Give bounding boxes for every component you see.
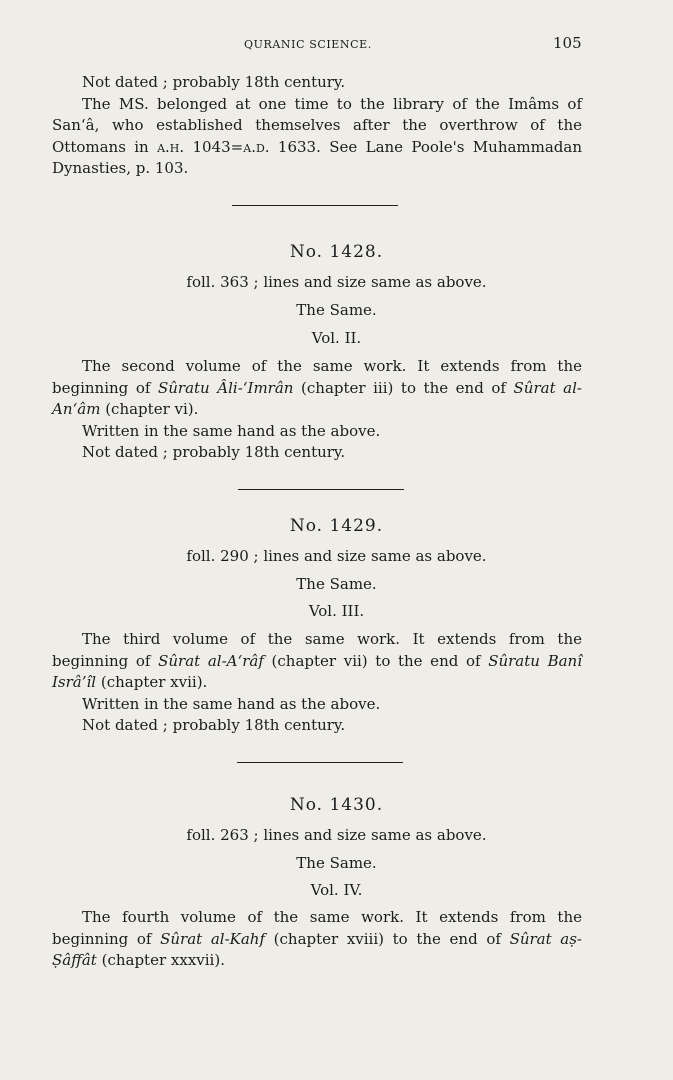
entry-number: No. 1429. — [289, 516, 384, 536]
entry-volume: Vol. II. — [311, 329, 362, 347]
opening-provenance-paragraph: The MS. belonged at one time to the library of the Imâms of San‘â, who established themselves after the overthrow of the Ottomans in a.h. 1043=a.d. 1633. See Lane Poole's Muhammadan Dynasties, p. 103. — [52, 94, 583, 177]
entry-folio-line: foll. 263 ; lines and size same as above. — [186, 826, 487, 844]
entry-volume: Vol. IV. — [310, 881, 363, 899]
section-divider — [238, 489, 404, 490]
opening-text — [52, 72, 582, 180]
entry-number: No. 1430. — [289, 795, 384, 815]
opening-dated-line: Not dated ; probably 18th century. — [82, 73, 346, 91]
entry-description: The fourth volume of the same work. It extends from the beginning of Sûrat al-Kahf (chapter xviii) to the end of Sûrat aṣ-Ṣâffât (chapter xxxvii). — [52, 908, 582, 969]
entry-hand-note: Written in the same hand as the above. — [82, 694, 381, 713]
entry-number: No. 1428. — [289, 242, 384, 262]
entry-dated-note: Not dated ; probably 18th century. — [82, 443, 346, 461]
entry-description-block — [52, 907, 582, 972]
entry-description-block — [52, 629, 582, 737]
entry-volume: Vol. III. — [308, 602, 365, 620]
entry-hand-note: Written in the same hand as the above. — [82, 421, 381, 440]
running-header — [0, 34, 673, 58]
entry-description: The second volume of the same work. It extends from the beginning of Sûratu Âli-‘Imrân (chapter iii) to the end of Sûrat al-An‘âm (chapter vi). — [52, 357, 582, 418]
page-number: 105 — [553, 34, 582, 52]
entry-title: The Same. — [296, 575, 377, 593]
section-divider — [232, 205, 398, 206]
entry-description: The third volume of the same work. It extends from the beginning of Sûrat al-A‘râf (chapter vii) to the end of Sûratu Banî Isrâ’îl (chapter xvii). — [52, 630, 582, 691]
section-divider — [237, 762, 403, 763]
running-title: QURANIC SCIENCE. — [244, 38, 372, 51]
entry-folio-line: foll. 363 ; lines and size same as above. — [186, 273, 487, 291]
entry-title: The Same. — [296, 301, 377, 319]
entry-dated-note: Not dated ; probably 18th century. — [82, 716, 346, 734]
entry-folio-line: foll. 290 ; lines and size same as above. — [186, 547, 487, 565]
entry-description-block — [52, 356, 582, 464]
entry-title: The Same. — [296, 854, 377, 872]
